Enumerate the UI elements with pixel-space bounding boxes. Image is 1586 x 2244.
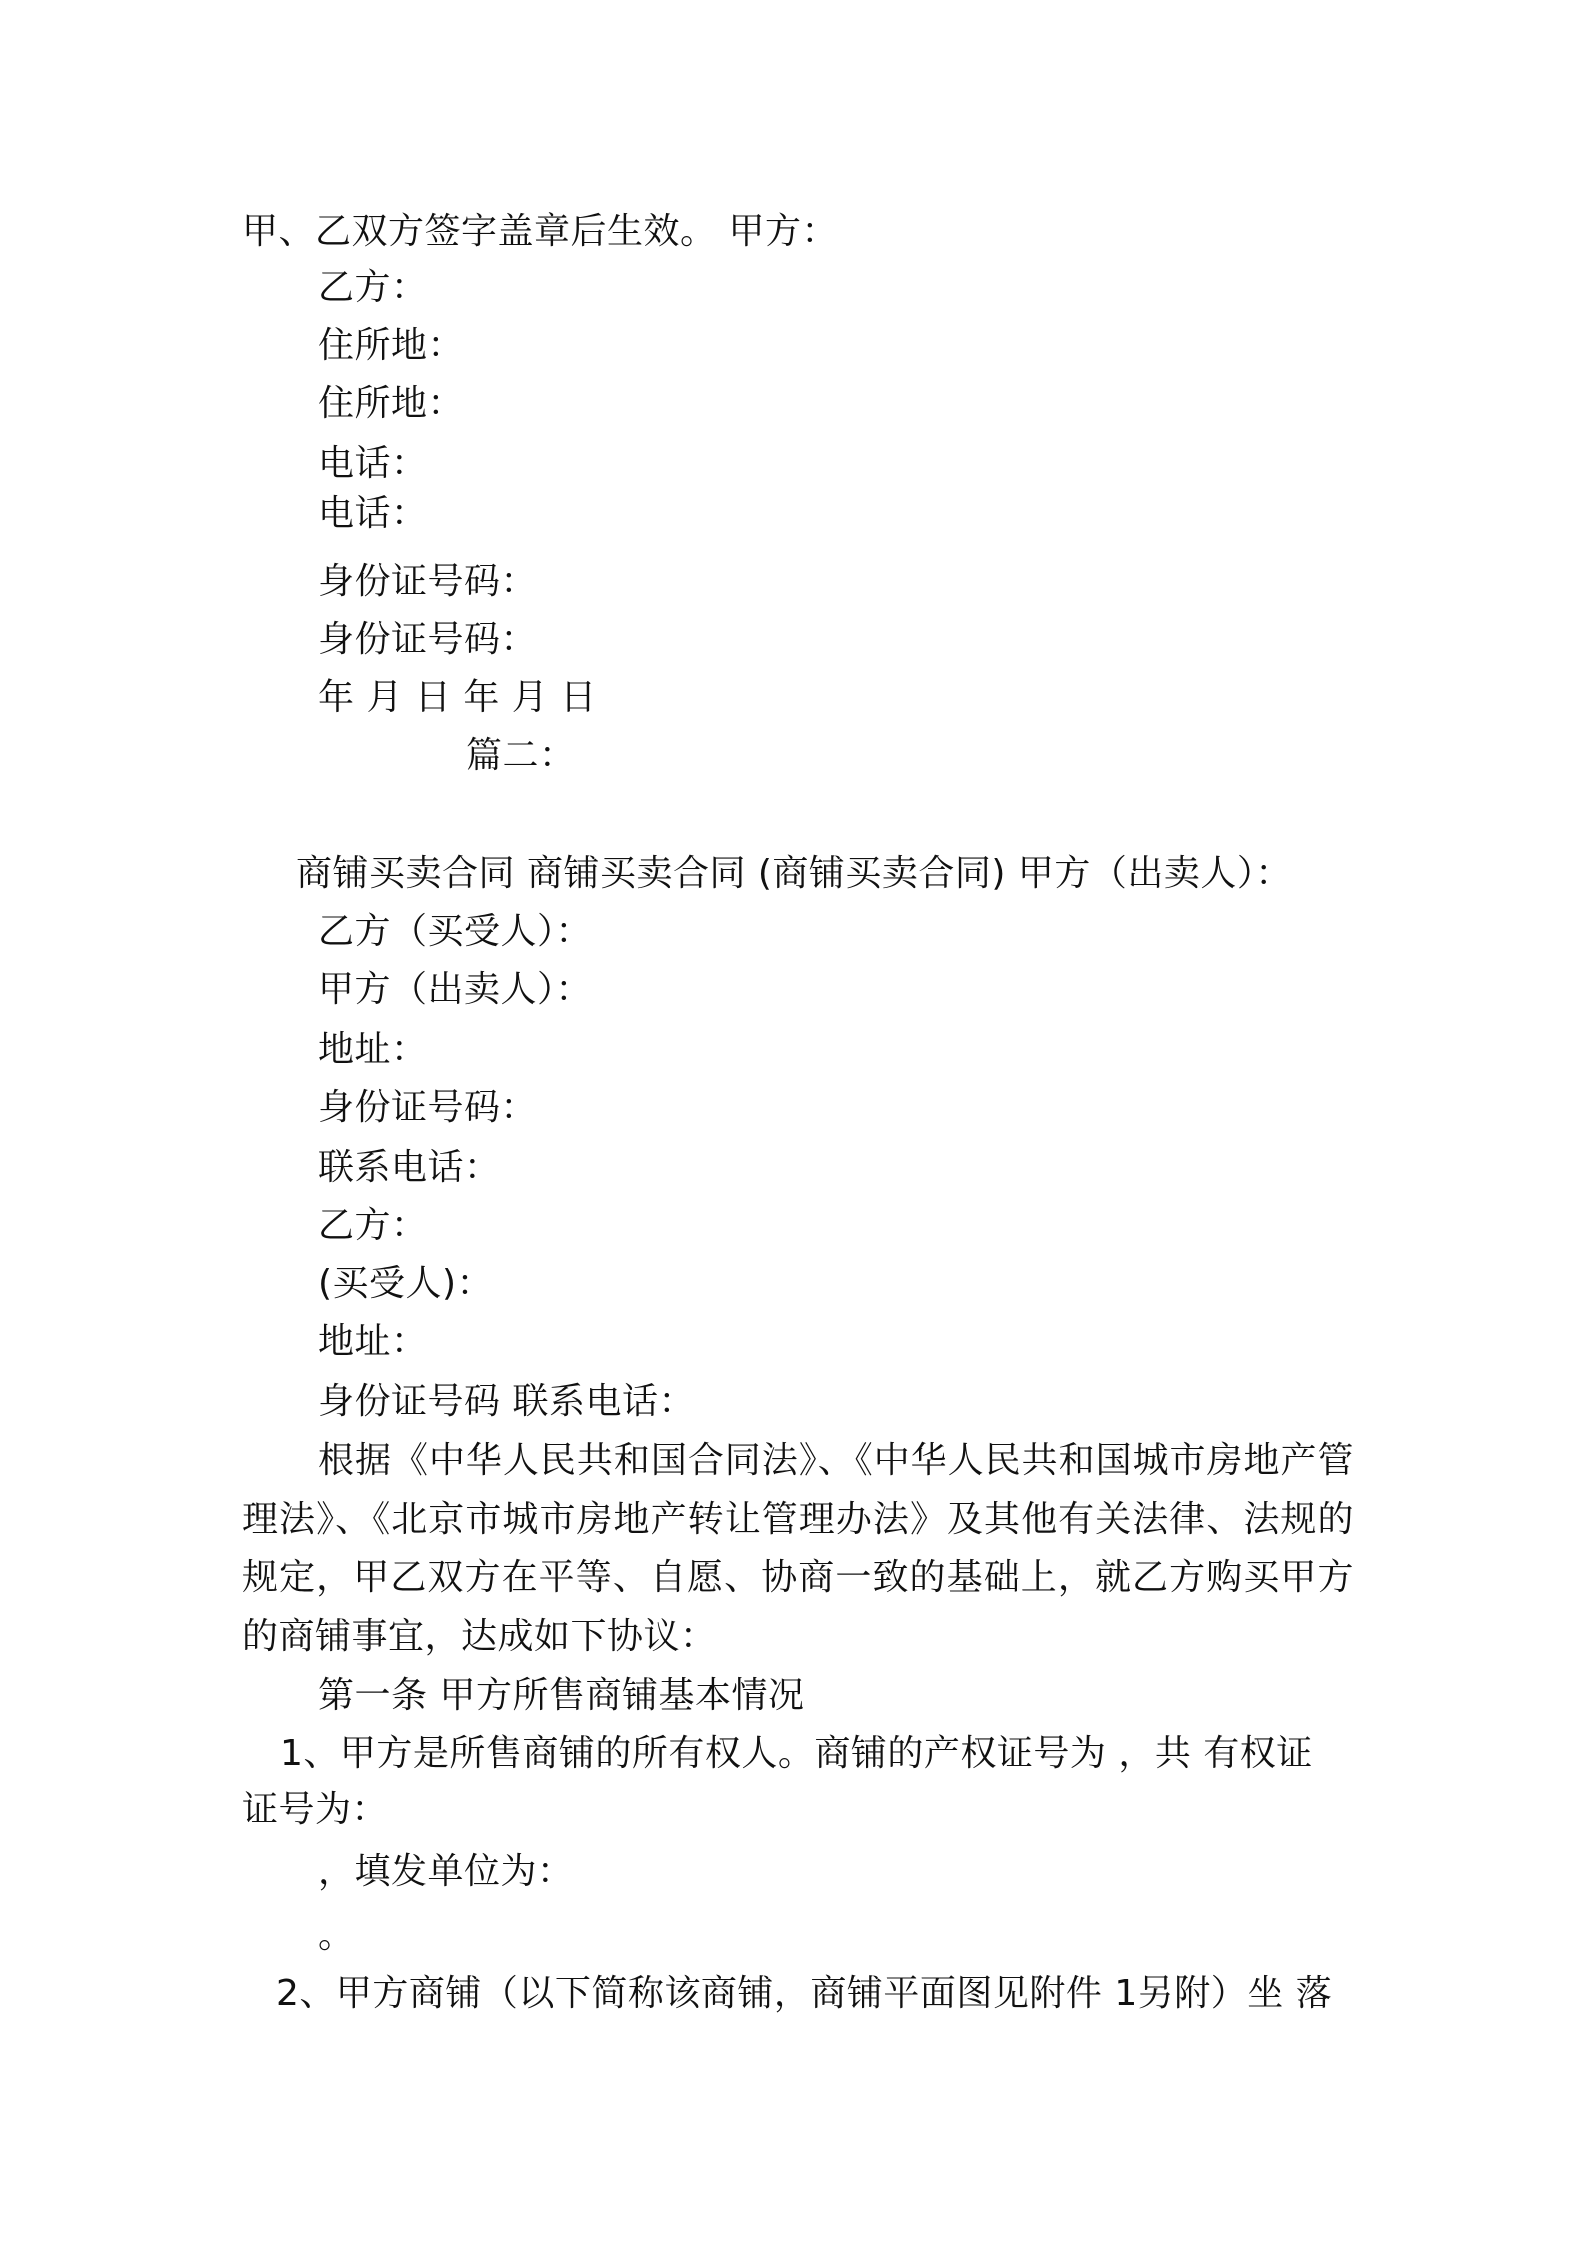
id-number-label: 身份证号码： — [318, 1087, 538, 1128]
party-b-label: 乙方： — [318, 267, 428, 308]
date-line: 年 月 日 年 月 日 — [318, 677, 597, 718]
article-one-heading: 第一条 甲方所售商铺基本情况 — [318, 1675, 805, 1716]
clause-2-text: 2、甲方商铺（以下简称该商铺，商铺平面图见附件 1另附）坐 落 — [276, 1973, 1333, 2014]
id-number-label: 身份证号码： — [318, 619, 538, 660]
buyer-label: (买受人)： — [318, 1263, 494, 1304]
party-b-label: 乙方： — [318, 1205, 428, 1246]
seller-label: 甲方（出卖人）： — [318, 969, 593, 1010]
address-label: 地址： — [318, 1029, 428, 1070]
clause-1-text: 1、甲方是所售商铺的所有权人。商铺的产权证号为 ，共 有权证 — [280, 1733, 1313, 1774]
effective-clause-line: 甲、乙双方签字盖章后生效。 甲方： — [242, 211, 838, 252]
residence-label: 住所地： — [318, 383, 465, 424]
phone-label: 电话： — [318, 443, 428, 484]
legal-basis-paragraph: 根据《中华人民共和国合同法》、《中华人民共和国城市房地产管 理法》、《北京市城市房地产转让管理办法》及其他有关法律、法规的 规定，甲乙双方在平等、自愿、协商一致的基础上，就乙方购买甲方 的商铺事宜，达成如下协议： — [242, 1440, 1354, 1658]
id-phone-label: 身份证号码 联系电话： — [318, 1381, 695, 1422]
id-number-label: 身份证号码： — [318, 561, 538, 602]
issuing-unit-line: ，填发单位为： — [318, 1851, 574, 1892]
residence-label: 住所地： — [318, 325, 465, 366]
section-heading: 篇二： — [466, 735, 576, 776]
period-line: 。 — [318, 1915, 355, 1956]
clause-1-continued: 证号为： — [242, 1789, 389, 1830]
contact-phone-label: 联系电话： — [318, 1147, 501, 1188]
address-label: 地址： — [318, 1321, 428, 1362]
contract-title-line: 商铺买卖合同 商铺买卖合同 (商铺买卖合同) 甲方（出卖人）： — [296, 853, 1292, 894]
phone-label: 电话： — [318, 493, 428, 534]
buyer-label: 乙方（买受人）： — [318, 911, 593, 952]
